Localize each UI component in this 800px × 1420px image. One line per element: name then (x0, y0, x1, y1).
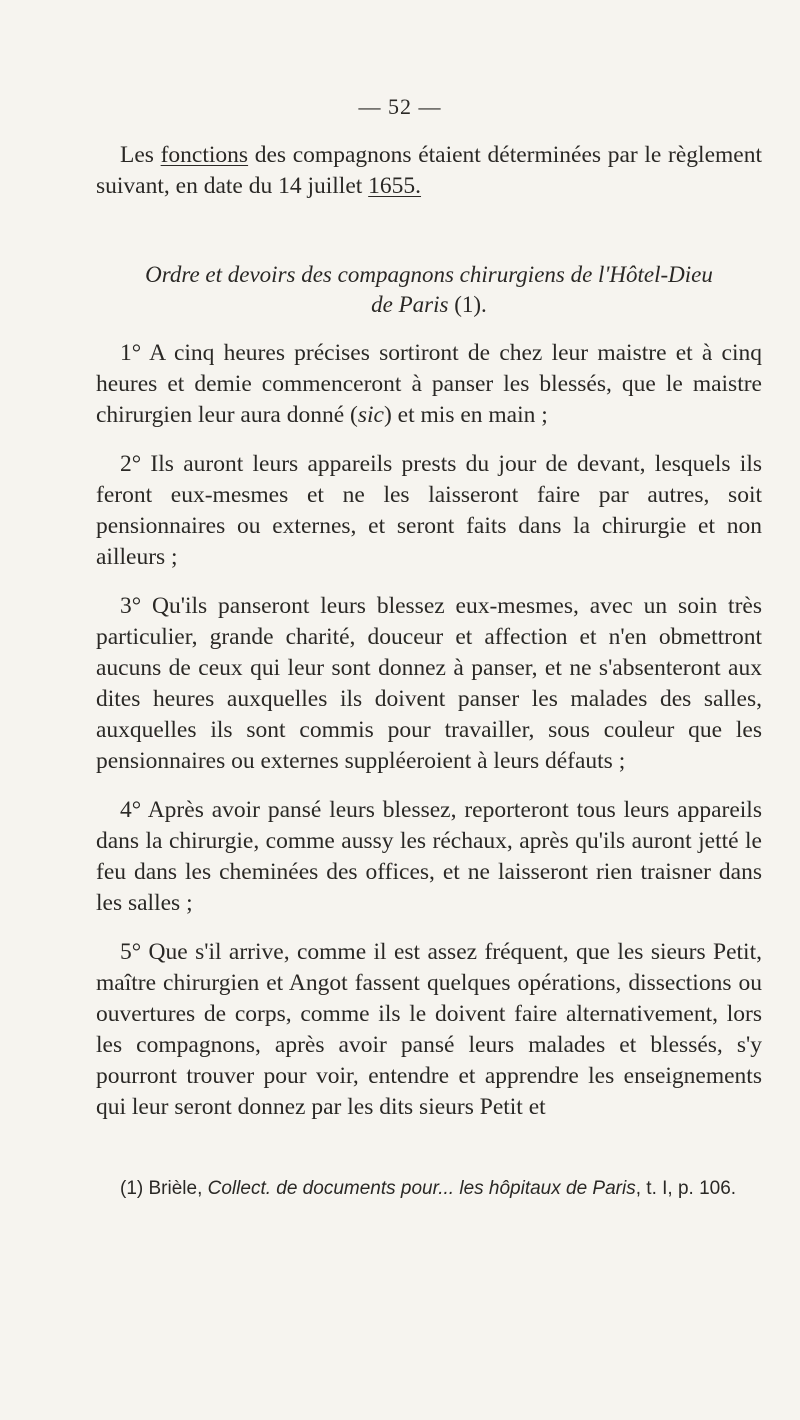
section-title (96, 260, 762, 320)
article-1-text-a: 1° A cinq heures précises sortiront de chez leur maistre et à cinq heures et demie commenceront à panser les blessés, que le maistre chirurgien leur aura donné ( (96, 340, 762, 428)
article-1-sic: sic (357, 402, 384, 428)
article-1-text-b: ) et mis en main ; (383, 402, 548, 428)
intro-underlined-date: 1655. (368, 173, 422, 199)
article-3: 3° Qu'ils panseront leurs blessez eux-mesmes, avec un soin très particulier, grande charité, douceur et affection et n'en obmettront aucuns de ceux qui leur sont donnez à panser, et ne s'absenteront aux dites heures auxquelles ils doivent panser les malades des salles, auxquelles ils sont commis pour travailler, sous couleur que les pensionnaires ou externes suppléeroient à leurs défauts ; (96, 593, 762, 774)
article-5: 5° Que s'il arrive, comme il est assez fréquent, que les sieurs Petit, maître chirurgien et Angot fassent quelques opérations, dissections ou ouvertures de corps, comme ils le doivent faire alternativement, lors les compagnons, après avoir pansé leurs malades et blessés, s'y pourront trouver pour voir, entendre et apprendre les enseignements qui leur seront donnez par les dits sieurs Petit et (96, 939, 762, 1120)
intro-text-b: des compagnons étaient déterminées par le règlement suivant, en date du 14 juillet (96, 142, 762, 199)
title-line2: de Paris (371, 292, 449, 317)
article-4: 4° Après avoir pansé leurs blessez, reporteront tous leurs appareils dans la chirurgie, comme aussy les réchaux, après qu'ils auront jetté le feu dans les cheminées des offices, et ne laisseront rien traisner dans les salles ; (96, 797, 762, 916)
title-footnote-ref: (1). (448, 292, 487, 317)
footnote (96, 1175, 762, 1202)
page-number: — 52 — (358, 94, 442, 119)
footnote-text-a: (1) Brièle, (120, 1178, 208, 1199)
title-line1: Ordre et devoirs des compagnons chirurgiens de l'Hôtel-Dieu (145, 262, 713, 287)
intro-underlined-word: fonctions (160, 142, 249, 168)
intro-text-a: Les (120, 142, 161, 168)
intro-paragraph (96, 140, 762, 202)
footnote-italic-title: Collect. de documents pour... les hôpitaux de Paris (207, 1178, 636, 1199)
footnote-text-b: , t. I, p. 106. (635, 1178, 737, 1199)
article-2: 2° Ils auront leurs appareils prests du jour de devant, lesquels ils feront eux-mesmes et ne les laisseront faire par autres, soit pensionnaires ou externes, et seront faits dans la chirurgie et non ailleurs ; (96, 451, 762, 570)
article-1 (96, 338, 762, 431)
